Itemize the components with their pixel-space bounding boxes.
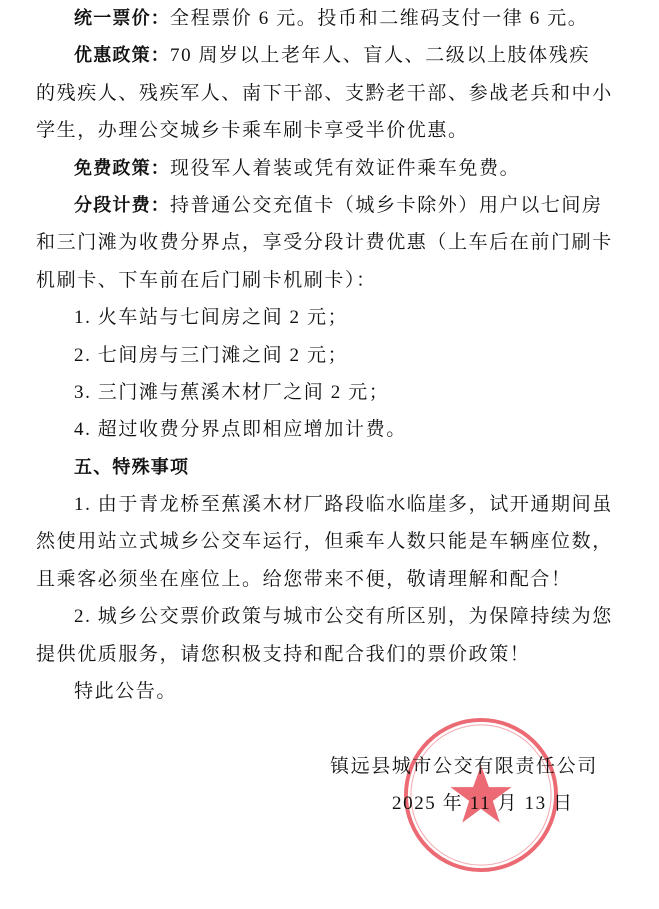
label: 免费政策： (74, 157, 170, 179)
free-policy (0, 150, 659, 187)
special-item: 然使用站立式城乡公交车运行，但乘车人数只能是车辆座位数， (36, 531, 613, 553)
special-item: 1. 由于青龙桥至蕉溪木材厂路段临水临崖多，试开通期间虽 (74, 494, 613, 516)
text: 70 周岁以上老年人、盲人、二级以上肢体残疾 (170, 45, 590, 67)
spacer (0, 710, 659, 747)
segment-item: 2. 七间房与三门滩之间 2 元； (74, 344, 349, 366)
text: 全程票价 6 元。投币和二维码支付一律 6 元。 (170, 8, 589, 29)
text: 现役军人着装或凭有效证件乘车免费。 (170, 157, 521, 179)
segment-item: 3. 三门滩与蕉溪木材厂之间 2 元； (74, 381, 390, 403)
segment-line: 机刷卡、下车前在后门刷卡机刷卡）： (36, 269, 377, 291)
signature-date: 2025 年 11 月 13 日 (392, 793, 574, 815)
fare-unified (0, 0, 659, 37)
label: 统一票价： (74, 8, 170, 29)
text: 持普通公交充值卡（城乡卡除外）用户以七间房 (170, 194, 603, 216)
segment-item: 1. 火车站与七间房之间 2 元； (74, 307, 349, 329)
label: 优惠政策： (74, 45, 170, 67)
special-item: 提供优质服务，请您积极支持和配合我们的票价政策！ (36, 643, 531, 665)
segment-item: 4. 超过收费分界点即相应增加计费。 (74, 419, 407, 441)
section-heading: 五、特殊事项 (74, 456, 190, 478)
discount-policy (0, 37, 659, 74)
special-item: 2. 城乡公交票价政策与城市公交有所区别，为保障持续为您 (74, 606, 613, 628)
discount-line: 的残疾人、残疾军人、南下干部、支黔老干部、参战老兵和中小 (36, 82, 613, 104)
segment-line: 和三门滩为收费分界点，享受分段计费优惠（上车后在前门刷卡 (36, 232, 613, 254)
discount-line: 学生，办理公交城乡卡乘车刷卡享受半价优惠。 (36, 120, 469, 142)
closing: 特此公告。 (74, 681, 178, 703)
special-item: 且乘客必须坐在座位上。给您带来不便，敬请理解和配合！ (36, 568, 572, 590)
signature-company: 镇远县城市公交有限责任公司 (330, 755, 598, 777)
segment-fare (0, 187, 659, 224)
label: 分段计费： (74, 194, 170, 216)
